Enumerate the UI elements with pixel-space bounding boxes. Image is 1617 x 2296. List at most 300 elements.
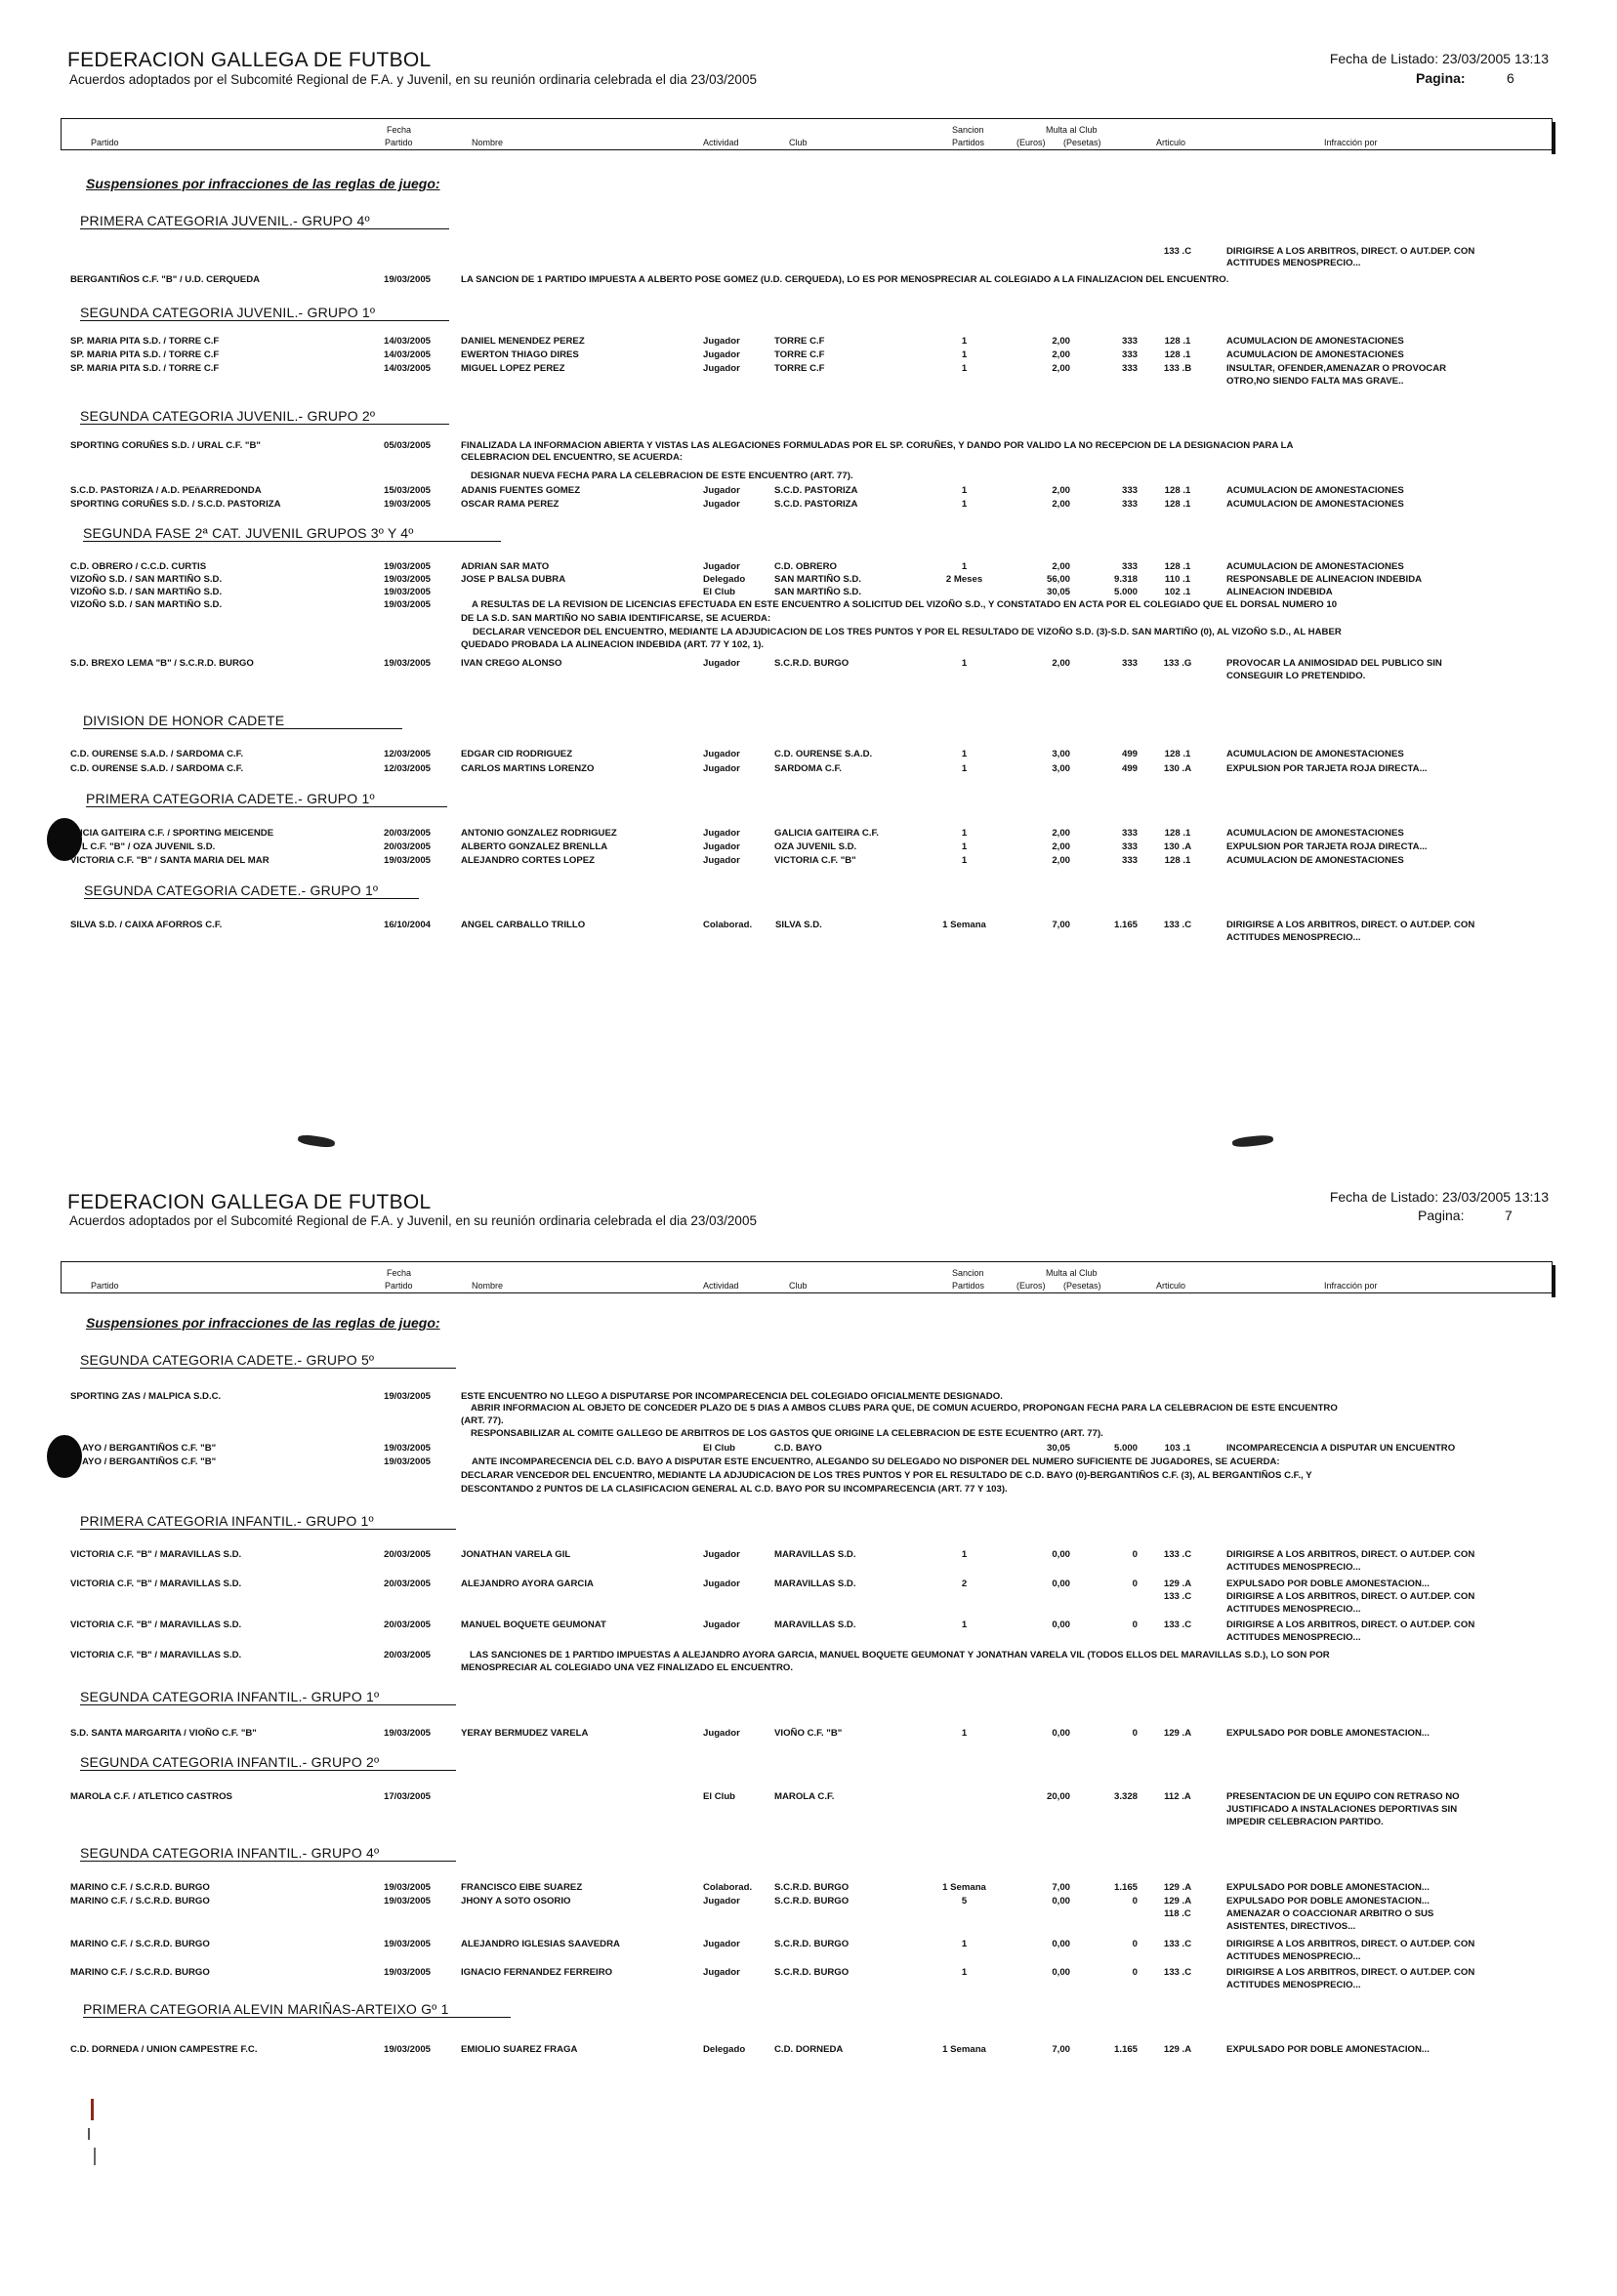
articulo: 133 .C [1163,246,1192,257]
nombre: MIGUEL LOPEZ PEREZ [461,363,565,374]
col-articulo: Articulo [1156,1281,1186,1291]
sancion: 1 Semana [942,920,986,930]
table-row [0,485,1617,497]
actividad: Jugador [703,561,740,572]
note-text: DESCONTANDO 2 PUNTOS DE LA CLASIFICACION GENERAL AL C.D. BAYO POR SU INCOMPARECENCIA (ART. 77 Y 103). [461,1484,1008,1495]
table-row [0,920,1617,931]
table-row [0,763,1617,775]
euros: 30,05 [1046,587,1070,597]
col-pesetas: (Pesetas) [1063,138,1101,147]
col-nombre: Nombre [472,1281,504,1291]
table-row [0,1591,1617,1603]
club: C.D. BAYO [774,1443,822,1454]
euros: 0,00 [1052,1620,1070,1630]
nombre: YERAY BERMUDEZ VARELA [461,1728,589,1739]
sancion: 1 [961,763,968,774]
euros: 2,00 [1052,363,1070,374]
table-row [0,658,1617,670]
category-heading: PRIMERA CATEGORIA JUVENIL.- GRUPO 4º [80,213,449,229]
fecha: 19/03/2005 [384,855,432,866]
actividad: Jugador [703,1967,740,1978]
infraccion: ACUMULACION DE AMONESTACIONES [1226,855,1404,866]
nombre: DANIEL MENENDEZ PEREZ [461,336,585,347]
fecha: 19/03/2005 [384,561,432,572]
table-row [0,1980,1617,1991]
articulo: 102 .1 [1164,587,1191,597]
col-sancion: Sancion [952,125,984,135]
table-row [0,1620,1617,1631]
infraccion: ACTITUDES MENOSPRECIO... [1226,1604,1361,1615]
pesetas: 1.165 [1113,2044,1138,2055]
euros: 0,00 [1052,1578,1070,1589]
articulo: 118 .C [1164,1908,1191,1919]
pesetas: 1.165 [1113,920,1138,930]
category-heading: SEGUNDA CATEGORIA JUVENIL.- GRUPO 2º [80,408,449,425]
listing-date: Fecha de Listado: 23/03/2005 13:13 [1329,1189,1549,1205]
page-label: Pagina: [1418,1208,1465,1223]
pesetas: 0 [1132,1967,1138,1978]
table-row [0,1908,1617,1920]
club: TORRE C.F [774,363,825,374]
pesetas: 333 [1121,499,1138,510]
partido: BERGANTIÑOS C.F. "B" / U.D. CERQUEDA [70,274,261,285]
partido: MARINO C.F. / S.C.R.D. BURGO [70,1896,210,1906]
articulo: 130 .A [1163,841,1192,852]
actividad: Jugador [703,763,740,774]
infraccion: ACTITUDES MENOSPRECIO... [1226,1951,1361,1962]
actividad: Delegado [703,2044,746,2055]
table-row [0,1456,1617,1468]
table-row [0,1791,1617,1803]
fecha: 19/03/2005 [384,2044,432,2055]
pesetas: 0 [1132,1620,1138,1630]
club: C.D. OBRERO [774,561,837,572]
table-row [0,1817,1617,1828]
partido: SPORTING CORUÑES S.D. / URAL C.F. "B" [70,440,261,451]
col-fecha-partido: Partido [385,1281,413,1291]
articulo: 129 .A [1163,1882,1192,1893]
col-infraccion: Infracción por [1324,1281,1378,1291]
category-heading: SEGUNDA CATEGORIA INFANTIL.- GRUPO 4º [80,1845,456,1862]
actividad: Jugador [703,1939,740,1949]
table-row [0,376,1617,388]
partido: L C.F. "B" / OZA JUVENIL S.D. [82,841,216,852]
actividad: Jugador [703,349,740,360]
fecha: 19/03/2005 [384,1391,432,1402]
infraccion: ACUMULACION DE AMONESTACIONES [1226,561,1404,572]
category-heading: SEGUNDA CATEGORIA CADETE.- GRUPO 5º [80,1352,456,1369]
infraccion: ACTITUDES MENOSPRECIO... [1226,1562,1361,1573]
federation-title: FEDERACION GALLEGA DE FUTBOL [67,1191,432,1213]
fecha: 19/03/2005 [384,574,432,585]
column-header-bar [61,118,1553,150]
infraccion: INSULTAR, OFENDER,AMENAZAR O PROVOCAR [1226,363,1447,374]
actividad: Jugador [703,828,740,839]
partido: MARINO C.F. / S.C.R.D. BURGO [70,1882,210,1893]
table-row [0,1882,1617,1894]
nombre: OSCAR RAMA PEREZ [461,499,560,510]
actividad: El Club [703,587,736,597]
articulo: 129 .A [1163,1728,1192,1739]
scan-mark [88,2128,90,2140]
table-row [0,1967,1617,1979]
note-text: (ART. 77). [461,1415,504,1426]
table-row [0,1443,1617,1455]
euros: 7,00 [1052,1882,1070,1893]
infraccion: PROVOCAR LA ANIMOSIDAD DEL PUBLICO SIN [1226,658,1442,669]
articulo: 128 .1 [1164,561,1191,572]
note-text: LAS SANCIONES DE 1 PARTIDO IMPUESTAS A ALEJANDRO AYORA GARCIA, MANUEL BOQUETE GEUMONAT Y JONATHAN VARELA VIL (TODOS ELLOS DEL MARAVILLAS S.D.), LO SON POR [470,1650,1330,1660]
col-fecha: Fecha [387,1268,412,1278]
category-heading: PRIMERA CATEGORIA ALEVIN MARIÑAS-ARTEIXO Gº 1 [83,2001,511,2018]
sancion: 1 [961,499,968,510]
table-row [0,1951,1617,1963]
nombre: FRANCISCO EIBE SUAREZ [461,1882,583,1893]
fecha: 19/03/2005 [384,587,432,597]
nombre: JHONY A SOTO OSORIO [461,1896,571,1906]
table-row [0,1549,1617,1561]
category-heading: SEGUNDA CATEGORIA INFANTIL.- GRUPO 2º [80,1754,456,1771]
col-club: Club [789,1281,808,1291]
fecha: 20/03/2005 [384,841,432,852]
partido: AYO / BERGANTIÑOS C.F. "B" [82,1443,217,1454]
partido: VICTORIA C.F. "B" / MARAVILLAS S.D. [70,1650,242,1660]
articulo: 128 .1 [1164,749,1191,759]
fecha: 19/03/2005 [384,274,432,285]
pesetas: 333 [1121,485,1138,496]
partido: C.D. OBRERO / C.C.D. CURTIS [70,561,207,572]
table-row [0,1391,1617,1403]
col-sancion-partidos: Partidos [952,1281,985,1291]
table-row [0,336,1617,348]
actividad: Jugador [703,1620,740,1630]
table-row [0,1650,1617,1661]
partido: SP. MARIA PITA S.D. / TORRE C.F [70,349,220,360]
club: S.C.D. PASTORIZA [774,499,858,510]
fecha: 19/03/2005 [384,1882,432,1893]
fecha: 20/03/2005 [384,1578,432,1589]
partido: VIZOÑO S.D. / SAN MARTIÑO S.D. [70,599,223,610]
euros: 0,00 [1052,1728,1070,1739]
infraccion: ACTITUDES MENOSPRECIO... [1226,1980,1361,1990]
pesetas: 333 [1121,658,1138,669]
pesetas: 0 [1132,1578,1138,1589]
nombre: ANGEL CARBALLO TRILLO [461,920,586,930]
actividad: Jugador [703,499,740,510]
page-number: 6 [1507,70,1514,86]
infraccion: OTRO,NO SIENDO FALTA MAS GRAVE.. [1226,376,1404,387]
infraccion: DIRIGIRSE A LOS ARBITROS, DIRECT. O AUT.DEP. CON [1226,1967,1475,1978]
articulo: 128 .1 [1164,855,1191,866]
col-infraccion: Infracción por [1324,138,1378,147]
club: S.C.R.D. BURGO [774,1882,850,1893]
table-row [0,1604,1617,1616]
infraccion: ALINEACION INDEBIDA [1226,587,1333,597]
nombre: CARLOS MARTINS LORENZO [461,763,595,774]
euros: 7,00 [1052,920,1070,930]
club: SAN MARTIÑO S.D. [774,574,862,585]
col-nombre: Nombre [472,138,504,147]
pesetas: 333 [1121,855,1138,866]
note-text: DESIGNAR NUEVA FECHA PARA LA CELEBRACION DE ESTE ENCUENTRO (ART. 77). [471,471,853,481]
articulo: 133 .C [1163,1549,1192,1560]
infraccion: ACTITUDES MENOSPRECIO... [1226,932,1361,943]
actividad: Colaborad. [703,920,753,930]
partido: VIZOÑO S.D. / SAN MARTIÑO S.D. [70,587,223,597]
listing-date: Fecha de Listado: 23/03/2005 13:13 [1329,51,1549,66]
partido: SILVA S.D. / CAIXA AFORROS C.F. [70,920,223,930]
pesetas: 333 [1121,336,1138,347]
category-heading: DIVISION DE HONOR CADETE [83,713,402,729]
fecha: 12/03/2005 [384,763,432,774]
table-row [0,1632,1617,1644]
col-multa: Multa al Club [1046,125,1098,135]
table-row [0,274,1617,286]
infraccion: ACUMULACION DE AMONESTACIONES [1226,336,1404,347]
table-row [0,499,1617,511]
articulo: 128 .1 [1164,499,1191,510]
pesetas: 499 [1121,749,1138,759]
pesetas: 5.000 [1113,587,1138,597]
articulo: 128 .1 [1164,349,1191,360]
pesetas: 0 [1132,1549,1138,1560]
sancion: 1 [961,1620,968,1630]
note-text: DECLARAR VENCEDOR DEL ENCUENTRO, MEDIANTE LA ADJUDICACION DE LOS TRES PUNTOS Y POR EL RESULTADO DE VIZOÑO S.D. (3)-S.D. SAN MARTIÑO (0), AL VIZOÑO S.D., AL HABER [473,627,1342,637]
articulo: 129 .A [1163,1578,1192,1589]
euros: 2,00 [1052,561,1070,572]
club: OZA JUVENIL S.D. [774,841,857,852]
subtitle: Acuerdos adoptados por el Subcomité Regional de F.A. y Juvenil, en su reunión ordinaria celebrada el dia 23/03/2005 [69,72,757,87]
articulo: 112 .A [1164,1791,1191,1802]
club: MAROLA C.F. [774,1791,835,1802]
euros: 7,00 [1052,2044,1070,2055]
euros: 2,00 [1052,336,1070,347]
club: C.D. OURENSE S.A.D. [774,749,873,759]
table-row [0,574,1617,586]
fecha: 19/03/2005 [384,658,432,669]
infraccion: ACUMULACION DE AMONESTACIONES [1226,828,1404,839]
table-row [0,349,1617,361]
table-row [0,1728,1617,1740]
actividad: Colaborad. [703,1882,753,1893]
euros: 0,00 [1052,1967,1070,1978]
articulo: 133 .C [1163,1620,1192,1630]
table-row [0,363,1617,375]
partido: C.D. OURENSE S.A.D. / SARDOMA C.F. [70,749,244,759]
col-partido: Partido [91,138,119,147]
pesetas: 1.165 [1113,1882,1138,1893]
sancion: 1 [961,658,968,669]
subtitle: Acuerdos adoptados por el Subcomité Regional de F.A. y Juvenil, en su reunión ordinaria celebrada el dia 23/03/2005 [69,1213,757,1228]
scan-mark [91,2099,94,2120]
euros: 2,00 [1052,485,1070,496]
infraccion: JUSTIFICADO A INSTALACIONES DEPORTIVAS SIN [1226,1804,1458,1815]
note-text: MENOSPRECIAR AL COLEGIADO UNA VEZ FINALIZADO EL ENCUENTRO. [461,1662,794,1673]
sancion: 1 [961,1939,968,1949]
category-heading: SEGUNDA CATEGORIA CADETE.- GRUPO 1º [84,882,419,899]
col-actividad: Actividad [703,1281,739,1291]
club: SARDOMA C.F. [774,763,842,774]
section-title: Suspensiones por infracciones de las reglas de juego: [86,176,440,191]
partido: SPORTING CORUÑES S.D. / S.C.D. PASTORIZA [70,499,281,510]
sancion: 5 [961,1896,968,1906]
category-heading: SEGUNDA CATEGORIA JUVENIL.- GRUPO 1º [80,305,449,321]
sancion: 1 [961,363,968,374]
partido: VIZOÑO S.D. / SAN MARTIÑO S.D. [70,574,223,585]
club: TORRE C.F [774,349,825,360]
table-row [0,932,1617,944]
fecha: 20/03/2005 [384,1620,432,1630]
infraccion: EXPULSADO POR DOBLE AMONESTACION... [1226,1728,1430,1739]
partido: C.D. OURENSE S.A.D. / SARDOMA C.F. [70,763,244,774]
col-sancion-partidos: Partidos [952,138,985,147]
partido: ICIA GAITEIRA C.F. / SPORTING MEICENDE [80,828,274,839]
partido: MARINO C.F. / S.C.R.D. BURGO [70,1967,210,1978]
pesetas: 333 [1121,349,1138,360]
articulo: 128 .1 [1164,828,1191,839]
club: S.C.R.D. BURGO [774,1967,850,1978]
table-row [0,855,1617,867]
scan-mark [94,2148,96,2165]
infraccion: ACUMULACION DE AMONESTACIONES [1226,349,1404,360]
infraccion: DIRIGIRSE A LOS ARBITROS, DIRECT. O AUT.DEP. CON [1226,1549,1475,1560]
partido: VICTORIA C.F. "B" / SANTA MARIA DEL MAR [70,855,270,866]
nombre: ANTONIO GONZALEZ RODRIGUEZ [461,828,617,839]
infraccion: EXPULSADO POR DOBLE AMONESTACION... [1226,1578,1430,1589]
partido: S.C.D. PASTORIZA / A.D. PEñARREDONDA [70,485,262,496]
punch-hole-mark [1232,1134,1274,1148]
pesetas: 333 [1121,841,1138,852]
fecha: 17/03/2005 [384,1791,432,1802]
infraccion: PRESENTACION DE UN EQUIPO CON RETRASO NO [1226,1791,1460,1802]
euros: 56,00 [1046,574,1070,585]
col-articulo: Articulo [1156,138,1186,147]
partido: SPORTING ZAS / MALPICA S.D.C. [70,1391,222,1402]
fecha: 19/03/2005 [384,1967,432,1978]
fecha: 14/03/2005 [384,336,432,347]
category-heading: SEGUNDA FASE 2ª CAT. JUVENIL GRUPOS 3º Y 4º [83,525,501,542]
club: SAN MARTIÑO S.D. [774,587,862,597]
actividad: Jugador [703,336,740,347]
table-row [0,2044,1617,2056]
euros: 2,00 [1052,855,1070,866]
infraccion: CONSEGUIR LO PRETENDIDO. [1226,671,1366,681]
table-row [0,1562,1617,1574]
table-row [0,1804,1617,1816]
articulo: 133 .C [1163,920,1192,930]
partido: AYO / BERGANTIÑOS C.F. "B" [82,1456,217,1467]
table-row [0,828,1617,840]
partido: SP. MARIA PITA S.D. / TORRE C.F [70,336,220,347]
col-euros: (Euros) [1016,138,1046,147]
note-text: DE LA S.D. SAN MARTIÑO NO SABIA IDENTIFICARSE, SE ACUERDA: [461,613,771,624]
fecha: 19/03/2005 [384,1896,432,1906]
actividad: Jugador [703,749,740,759]
euros: 2,00 [1052,658,1070,669]
note-text: CELEBRACION DEL ENCUENTRO, SE ACUERDA: [461,452,684,463]
articulo: 133 .C [1163,1939,1192,1949]
sancion: 1 [961,749,968,759]
infraccion: DIRIGIRSE A LOS ARBITROS, DIRECT. O AUT.DEP. CON [1226,246,1475,257]
pesetas: 0 [1132,1896,1138,1906]
nombre: IVAN CREGO ALONSO [461,658,562,669]
table-row [0,1578,1617,1590]
sancion: 1 [961,485,968,496]
club: VICTORIA C.F. "B" [774,855,856,866]
sancion: 1 [961,828,968,839]
nombre: ALEJANDRO CORTES LOPEZ [461,855,595,866]
infraccion: ACUMULACION DE AMONESTACIONES [1226,749,1404,759]
euros: 20,00 [1046,1791,1070,1802]
actividad: Jugador [703,855,740,866]
euros: 30,05 [1046,1443,1070,1454]
club: MARAVILLAS S.D. [774,1620,856,1630]
club: GALICIA GAITEIRA C.F. [774,828,879,839]
infraccion: IMPEDIR CELEBRACION PARTIDO. [1226,1817,1384,1827]
partido: VICTORIA C.F. "B" / MARAVILLAS S.D. [70,1578,242,1589]
nombre: MANUEL BOQUETE GEUMONAT [461,1620,606,1630]
note-text: RESPONSABILIZAR AL COMITE GALLEGO DE ARBITROS DE LOS GASTOS QUE ORIGINE LA CELEBRACION DE ESTE ECUENTRO (ART. 77). [471,1428,1103,1439]
col-sancion: Sancion [952,1268,984,1278]
articulo: 133 .C [1163,1591,1192,1602]
euros: 0,00 [1052,1896,1070,1906]
nombre: EDGAR CID RODRIGUEZ [461,749,573,759]
note-text: ESTE ENCUENTRO NO LLEGO A DISPUTARSE POR INCOMPARECENCIA DEL COLEGIADO OFICIALMENTE DESIGNADO. [461,1391,1003,1402]
table-row [0,1896,1617,1907]
col-actividad: Actividad [703,138,739,147]
fecha: 14/03/2005 [384,349,432,360]
infraccion: ACTITUDES MENOSPRECIO... [1226,258,1361,268]
sancion: 1 Semana [942,2044,986,2055]
infraccion: DIRIGIRSE A LOS ARBITROS, DIRECT. O AUT.DEP. CON [1226,1620,1475,1630]
nombre: ALBERTO GONZALEZ BRENLLA [461,841,608,852]
infraccion: INCOMPARECENCIA A DISPUTAR UN ENCUENTRO [1226,1443,1456,1454]
partido: MAROLA C.F. / ATLETICO CASTROS [70,1791,232,1802]
euros: 0,00 [1052,1939,1070,1949]
pesetas: 333 [1121,363,1138,374]
club: TORRE C.F [774,336,825,347]
sancion: 1 [961,349,968,360]
infraccion: EXPULSION POR TARJETA ROJA DIRECTA... [1226,763,1428,774]
sancion: 1 Semana [942,1882,986,1893]
articulo: 103 .1 [1164,1443,1191,1454]
note-text: A RESULTAS DE LA REVISION DE LICENCIAS EFECTUADA EN ESTE ENCUENTRO A SOLICITUD DEL VIZOÑO S.D., Y CONSTATADO EN ACTA POR EL COLEGIADO QUE EL DORSAL NUMERO 10 [472,599,1338,610]
table-row [0,587,1617,598]
table-row [0,561,1617,573]
actividad: Jugador [703,1578,740,1589]
fecha: 20/03/2005 [384,1650,432,1660]
pesetas: 0 [1132,1939,1138,1949]
articulo: 128 .1 [1164,485,1191,496]
note-text: QUEDADO PROBADA LA ALINEACION INDEBIDA (ART. 77 Y 102, 1). [461,639,765,650]
sancion: 1 [961,336,968,347]
table-row [0,599,1617,611]
fecha: 19/03/2005 [384,1456,432,1467]
table-row [0,749,1617,760]
nombre: JOSE P BALSA DUBRA [461,574,566,585]
sancion: 1 [961,1967,968,1978]
pesetas: 9.318 [1113,574,1138,585]
club: S.C.R.D. BURGO [774,1896,850,1906]
articulo: 110 .1 [1164,574,1191,585]
actividad: Jugador [703,1728,740,1739]
fecha: 20/03/2005 [384,1549,432,1560]
infraccion: EXPULSADO POR DOBLE AMONESTACION... [1226,1896,1430,1906]
note-text: ANTE INCOMPARECENCIA DEL C.D. BAYO A DISPUTAR ESTE ENCUENTRO, ALEGANDO SU DELEGADO NO DISPONER DEL NUMERO SUFICIENTE DE JUGADORES, SE ACUERDA: [472,1456,1280,1467]
club: MARAVILLAS S.D. [774,1549,856,1560]
table-row [0,440,1617,452]
pesetas: 499 [1121,763,1138,774]
